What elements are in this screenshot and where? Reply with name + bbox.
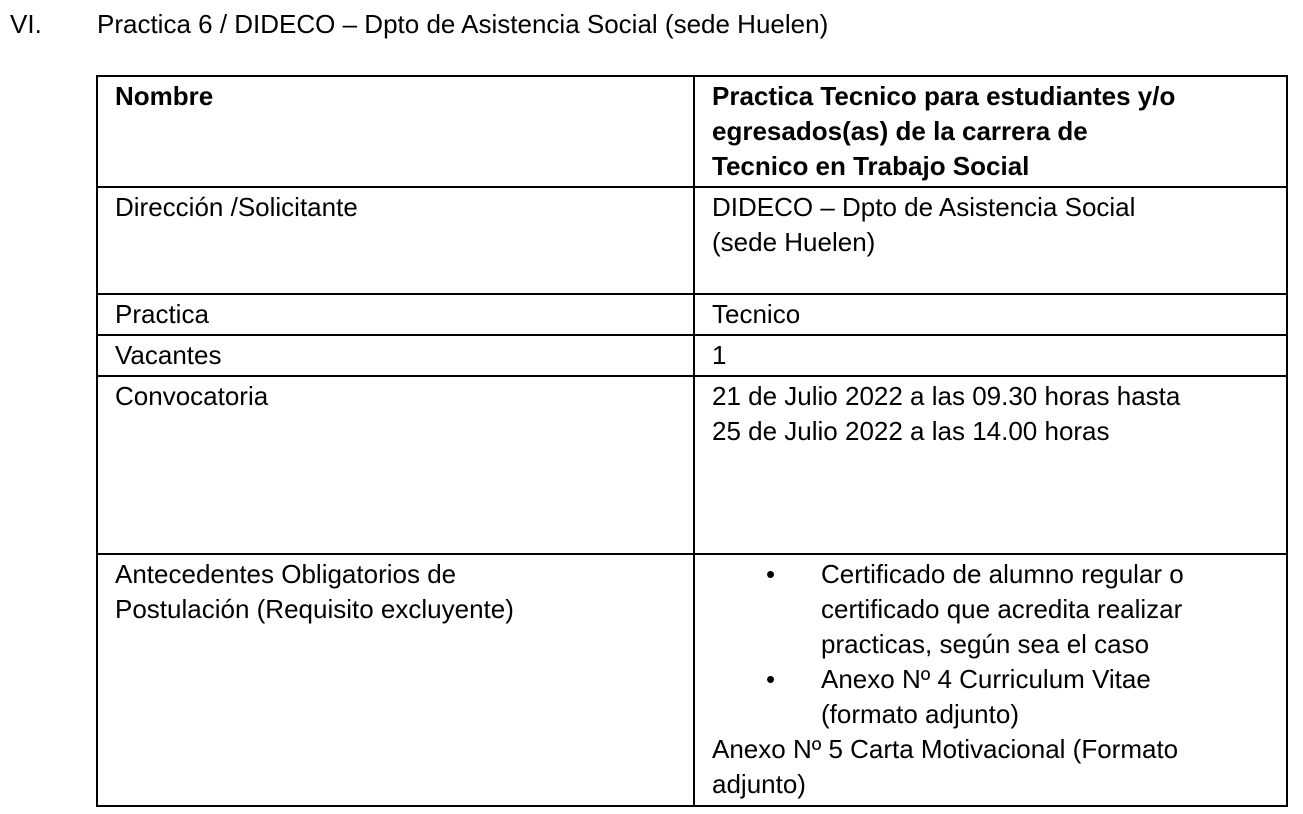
table-row-practica	[97, 294, 1287, 335]
value-nombre-line-1: Practica Tecnico para estudiantes y/o	[712, 81, 1176, 111]
bullet-icon: •	[766, 664, 776, 694]
label-antecedentes-line-1: Antecedentes Obligatorios de	[115, 559, 457, 589]
table-row-direccion	[97, 187, 1287, 294]
value-antecedentes	[694, 554, 1287, 806]
requirement-2-line-2: (formato adjunto)	[821, 699, 1019, 729]
label-direccion-text: Dirección /Solicitante	[115, 192, 358, 222]
table-row-vacantes	[97, 335, 1287, 376]
label-convocatoria	[97, 376, 694, 554]
label-nombre-text: Nombre	[115, 81, 214, 111]
value-practica	[694, 294, 1287, 335]
value-nombre-line-3: Tecnico en Trabajo Social	[712, 151, 1030, 181]
section-number: VI.	[10, 9, 42, 39]
requirement-3-line-1: Anexo Nº 5 Carta Motivacional (Formato	[712, 734, 1179, 764]
requirement-3-line-2: adjunto)	[712, 769, 806, 799]
table-row-convocatoria	[97, 376, 1287, 554]
table-row-antecedentes	[97, 554, 1287, 806]
value-nombre-line-2: egresados(as) de la carrera de	[712, 116, 1088, 146]
value-direccion	[694, 187, 1287, 294]
requirements-list	[712, 557, 1272, 732]
value-convocatoria-line-2: 25 de Julio 2022 a las 14.00 horas	[712, 416, 1110, 446]
requirement-1-line-3: practicas, según sea el caso	[821, 629, 1150, 659]
value-nombre	[694, 76, 1287, 187]
table-row-nombre	[97, 76, 1287, 187]
label-vacantes-text: Vacantes	[115, 340, 222, 370]
value-vacantes	[694, 335, 1287, 376]
label-antecedentes	[97, 554, 694, 806]
label-practica-text: Practica	[115, 299, 209, 329]
requirement-2-line-1: Anexo Nº 4 Curriculum Vitae	[821, 664, 1151, 694]
requirement-1-line-2: certificado que acredita realizar	[821, 594, 1183, 624]
label-nombre	[97, 76, 694, 187]
label-direccion	[97, 187, 694, 294]
section-title: Practica 6 / DIDECO – Dpto de Asistencia Social (sede Huelen)	[97, 9, 829, 39]
value-convocatoria	[694, 376, 1287, 554]
practice-details-table	[96, 75, 1288, 807]
value-convocatoria-line-1: 21 de Julio 2022 a las 09.30 horas hasta	[712, 381, 1181, 411]
bullet-icon: •	[766, 559, 776, 589]
value-practica-text: Tecnico	[712, 299, 801, 329]
label-vacantes	[97, 335, 694, 376]
section-heading	[0, 6, 1303, 46]
requirement-1-line-1: Certificado de alumno regular o	[821, 559, 1184, 589]
label-antecedentes-line-2: Postulación (Requisito excluyente)	[115, 594, 514, 624]
list-item	[712, 662, 1272, 732]
list-item	[712, 557, 1272, 662]
value-direccion-line-2: (sede Huelen)	[712, 227, 876, 257]
value-vacantes-text: 1	[712, 340, 727, 370]
label-convocatoria-text: Convocatoria	[115, 381, 269, 411]
value-direccion-line-1: DIDECO – Dpto de Asistencia Social	[712, 192, 1136, 222]
label-practica	[97, 294, 694, 335]
